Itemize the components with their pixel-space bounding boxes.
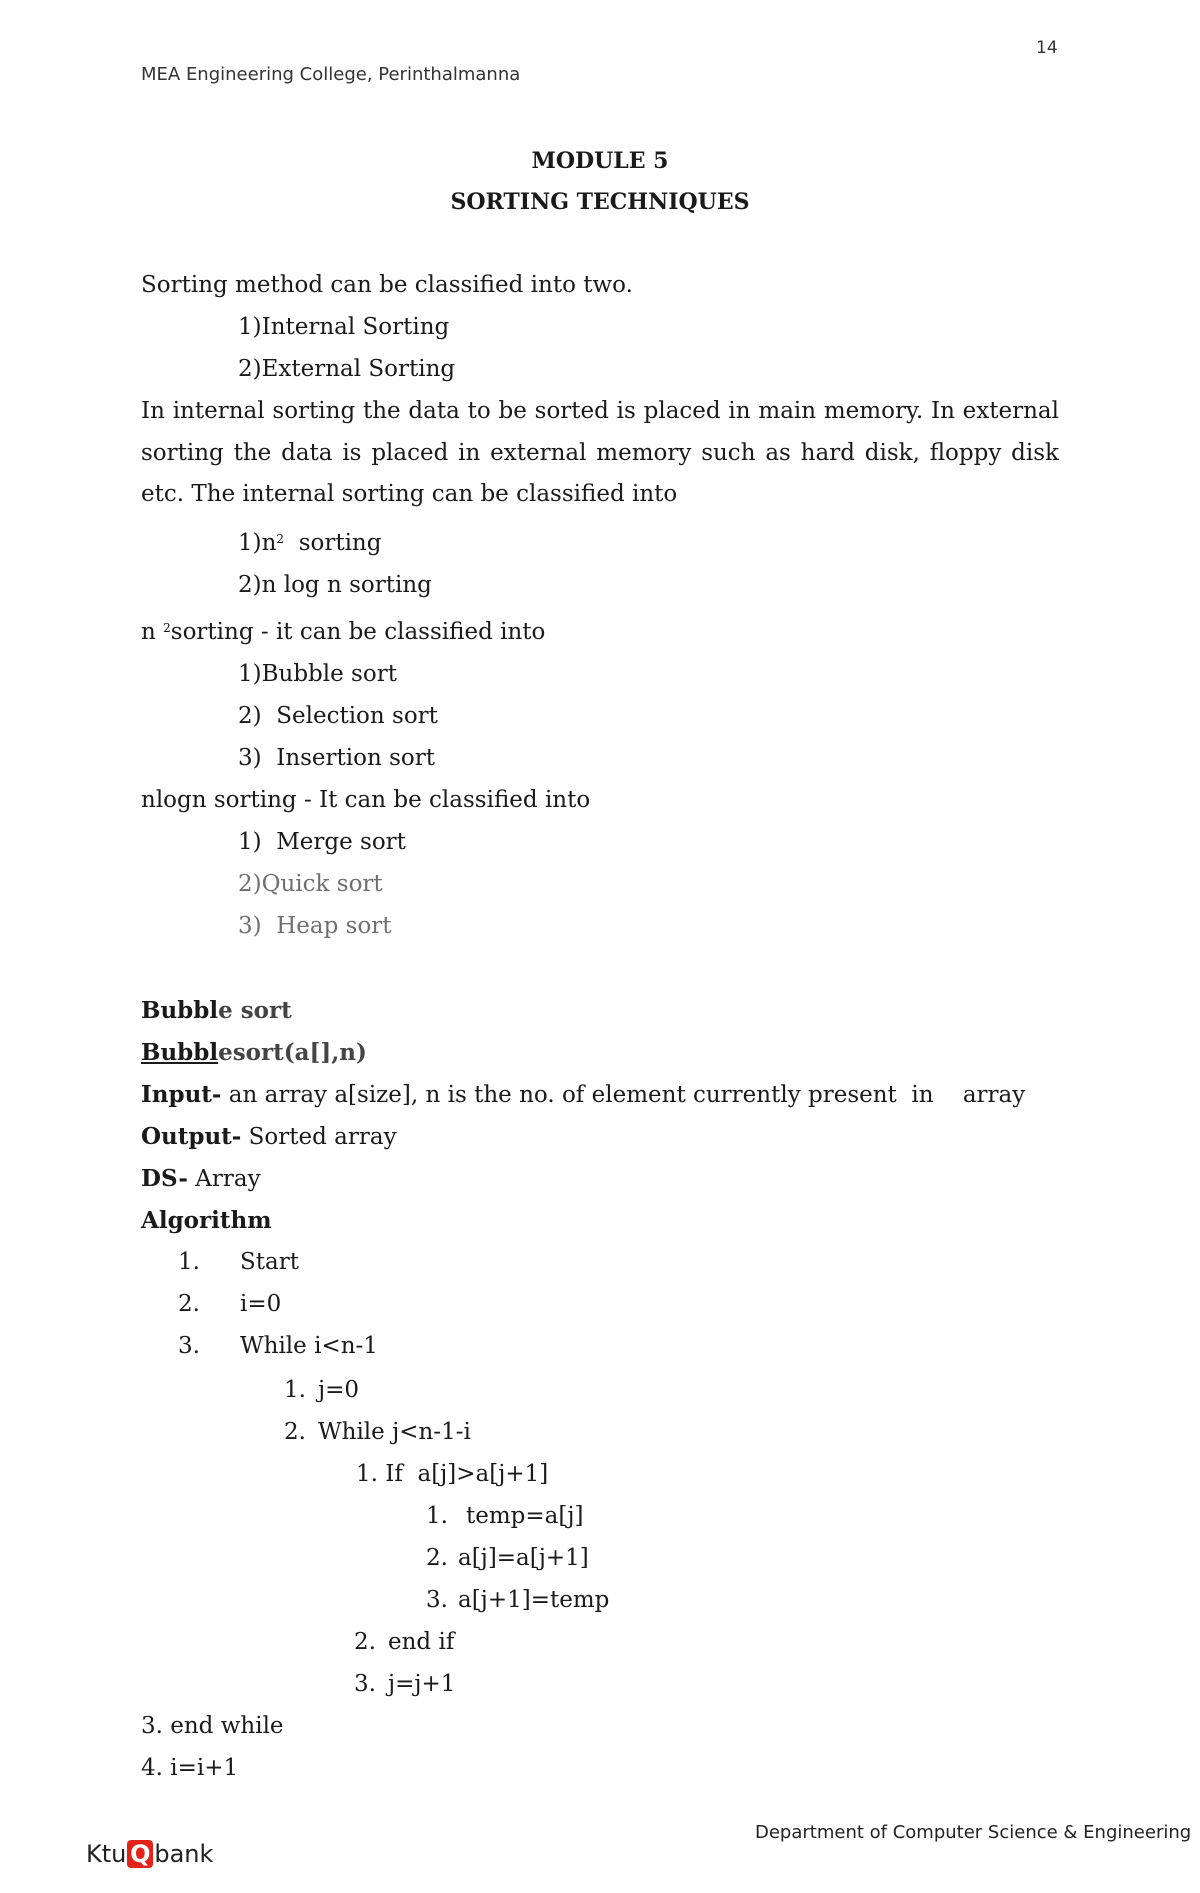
swap-step-text: a[j+1]=temp: [458, 1587, 610, 1613]
inner-step-text: j=0: [318, 1377, 360, 1403]
swap-step-number: 3.: [426, 1587, 448, 1613]
n2-item-insertion: 3) Insertion sort: [238, 745, 435, 771]
end-while-line: 3. end while: [141, 1713, 284, 1739]
logo-q-icon: Q: [127, 1840, 153, 1868]
increment-i-line: 4. i=i+1: [141, 1755, 239, 1781]
class-n2-sorting: $1)n^2$ sorting: [238, 530, 382, 556]
nlogn-item-merge: 1) Merge sort: [238, 829, 406, 855]
n2-section-heading: n $^2$sorting - it can be classified into: [141, 619, 546, 645]
if-condition-line: 1. If a[j]>a[j+1]: [356, 1461, 549, 1487]
nlogn-section-heading: nlogn sorting - It can be classified into: [141, 787, 591, 813]
internal-external-paragraph: In internal sorting the data to be sorted is placed in main memory. In external sorting the data is placed in external memory such as hard disk, floppy disk etc. The internal sorting can be classified into: [141, 398, 1059, 507]
sorting-type-internal: 1)Internal Sorting: [238, 314, 450, 340]
inner-step-number: 2.: [284, 1419, 306, 1445]
algorithm-heading: Algorithm: [141, 1207, 272, 1234]
page-number: 14: [1036, 38, 1058, 58]
step-number: 3.: [178, 1333, 200, 1359]
nlogn-item-heap: 3) Heap sort: [238, 913, 392, 939]
swap-step-number: 2.: [426, 1545, 448, 1571]
bubble-sort-signature: Bubblesort(a[],n): [141, 1039, 367, 1066]
step-number: 1.: [178, 1249, 200, 1275]
ktuqbank-logo: Ktu Q bank: [86, 1840, 214, 1868]
swap-step-number: 1.: [426, 1503, 448, 1529]
after-if-number: 2.: [354, 1629, 376, 1655]
step-text: While i<n-1: [240, 1333, 378, 1359]
institution-header: MEA Engineering College, Perinthalmanna: [141, 64, 521, 85]
bubble-output-line: Output- Sorted array: [141, 1123, 397, 1150]
module-title: MODULE 5: [531, 148, 669, 174]
bubble-input-line: Input- an array a[size], n is the no. of element currently present in array: [141, 1081, 1026, 1108]
inner-step-text: While j<n-1-i: [318, 1419, 471, 1445]
section-title: SORTING TECHNIQUES: [450, 189, 750, 215]
bubble-ds-line: DS- Array: [141, 1165, 261, 1192]
department-footer: Department of Computer Science & Engineering: [755, 1822, 1192, 1843]
swap-step-text: a[j]=a[j+1]: [458, 1545, 589, 1571]
nlogn-item-quick: 2)Quick sort: [238, 871, 383, 897]
step-number: 2.: [178, 1291, 200, 1317]
intro-line: Sorting method can be classified into two.: [141, 272, 633, 298]
class-nlogn-sorting: 2)n log n sorting: [238, 572, 432, 598]
after-if-text: end if: [388, 1629, 455, 1655]
bubble-sort-heading: Bubble sort: [141, 997, 292, 1024]
n2-item-selection: 2) Selection sort: [238, 703, 438, 729]
step-text: Start: [240, 1249, 299, 1275]
inner-step-number: 1.: [284, 1377, 306, 1403]
swap-step-text: temp=a[j]: [466, 1503, 584, 1529]
sorting-type-external: 2)External Sorting: [238, 356, 456, 382]
n2-item-bubble: 1)Bubble sort: [238, 661, 397, 687]
after-if-number: 3.: [354, 1671, 376, 1697]
step-text: i=0: [240, 1291, 282, 1317]
after-if-text: j=j+1: [388, 1671, 456, 1697]
